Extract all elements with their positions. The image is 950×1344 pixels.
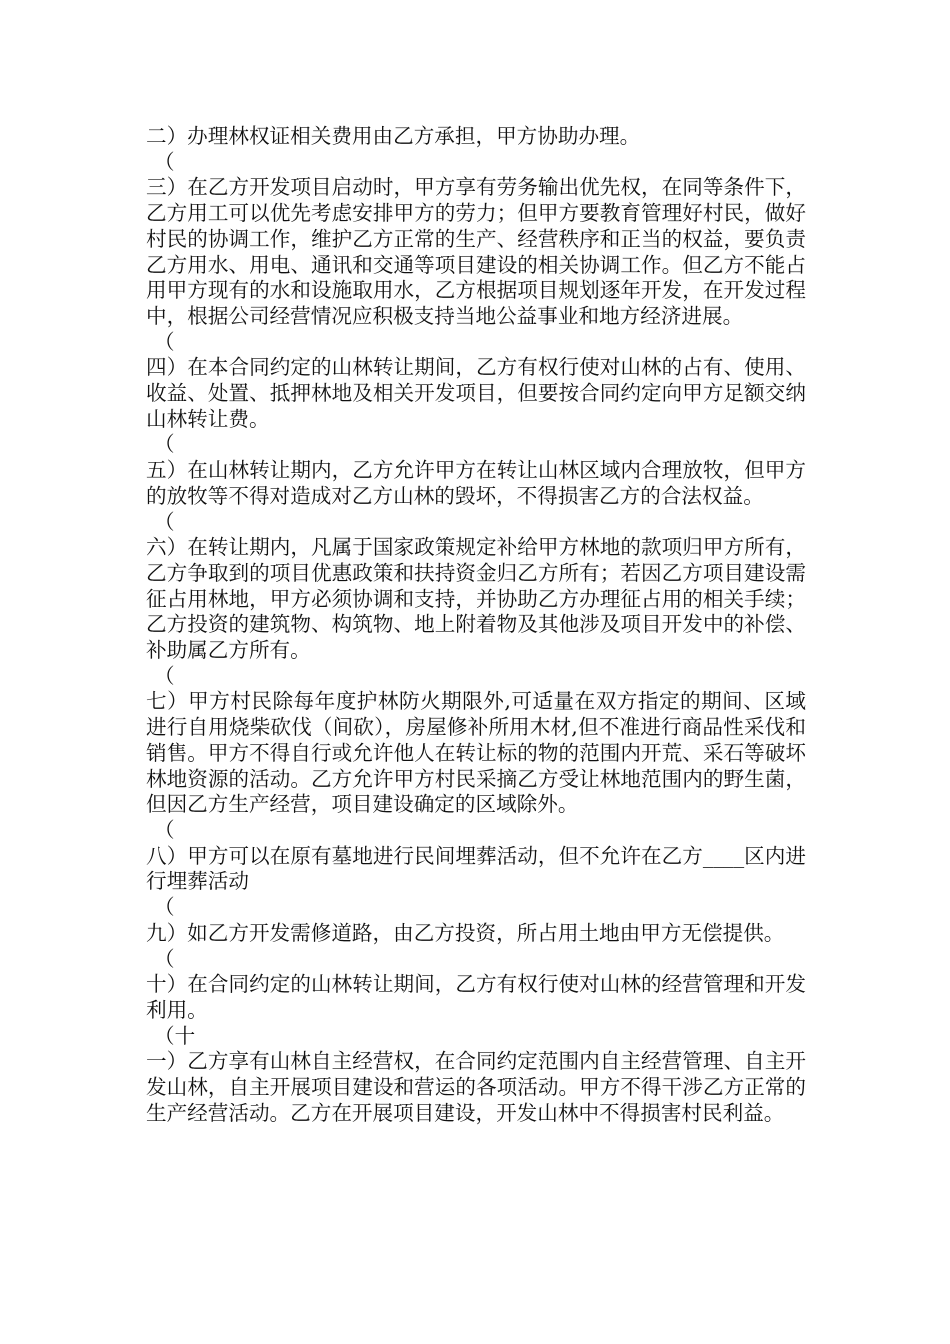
clause-5-marker: （ bbox=[154, 432, 175, 457]
clause-10-marker: （ bbox=[154, 946, 175, 971]
clause-7-text: 七）甲方村民除每年度护林防火期限外,可适量在双方指定的期间、区域进行自用烧柴砍伐（间砍），房屋修补所用木材,但不准进行商品性采伐和销售。甲方不得自行或允许他人在转让标的物的范围内开荒、采石等破坏林地资源的活动。乙方允许甲方村民采摘乙方受让林地范围内的野生菌，但因乙方生产经营，项目建设确定的区域除外。 bbox=[146, 689, 806, 817]
clause-9-text: 九）如乙方开发需修道路，由乙方投资，所占用土地由甲方无偿提供。 bbox=[146, 920, 785, 945]
clause-3-text: 三）在乙方开发项目启动时，甲方享有劳务输出优先权，在同等条件下，乙方用工可以优先考虑安排甲方的劳力；但甲方要教育管理好村民，做好村民的协调工作，维护乙方正常的生产、经营秩序和正当的权益，要负责乙方用水、用电、通讯和交通等项目建设的相关协调工作。但乙方不能占用甲方现有的水和设施取用水，乙方根据项目规划逐年开发，在开发过程中，根据公司经营情况应积极支持当地公益事业和地方经济进展。 bbox=[146, 175, 806, 328]
document-body bbox=[146, 124, 806, 1126]
clause-8-text: 八）甲方可以在原有墓地进行民间埋葬活动，但不允许在乙方____区内进行埋葬活动 bbox=[146, 843, 806, 894]
clause-7-marker: （ bbox=[154, 663, 175, 688]
clause-11-text: 一）乙方享有山林自主经营权，在合同约定范围内自主经营管理、自主开发山林，自主开展项目建设和营运的各项活动。甲方不得干涉乙方正常的生产经营活动。乙方在开展项目建设，开发山林中不得损害村民利益。 bbox=[146, 1049, 806, 1125]
clause-6-text: 六）在转让期内，凡属于国家政策规定补给甲方林地的款项归甲方所有，乙方争取到的项目优惠政策和扶持资金归乙方所有；若因乙方项目建设需征占用林地，甲方必须协调和支持，并协助乙方办理征占用的相关手续；乙方投资的建筑物、构筑物、地上附着物及其他涉及项目开发中的补偿、补助属乙方所有。 bbox=[146, 535, 806, 663]
clause-2-text: 二）办理林权证相关费用由乙方承担，甲方协助办理。 bbox=[146, 124, 641, 148]
clause-4-text: 四）在本合同约定的山林转让期间，乙方有权行使对山林的占有、使用、收益、处置、抵押林地及相关开发项目，但要按合同约定向甲方足额交纳山林转让费。 bbox=[146, 355, 806, 431]
clause-4-marker: （ bbox=[154, 329, 175, 354]
clause-9-marker: （ bbox=[154, 895, 175, 920]
clause-5-text: 五）在山林转让期内，乙方允许甲方在转让山林区域内合理放牧，但甲方的放牧等不得对造成对乙方山林的毁坏，不得损害乙方的合法权益。 bbox=[146, 458, 806, 508]
clause-6-marker: （ bbox=[154, 509, 175, 534]
clause-8-marker: （ bbox=[154, 817, 175, 842]
clause-10-text: 十）在合同约定的山林转让期间，乙方有权行使对山林的经营管理和开发利用。 bbox=[146, 972, 806, 1022]
clause-11-marker: （十 bbox=[154, 1023, 196, 1048]
clause-3-marker: （ bbox=[154, 149, 175, 174]
